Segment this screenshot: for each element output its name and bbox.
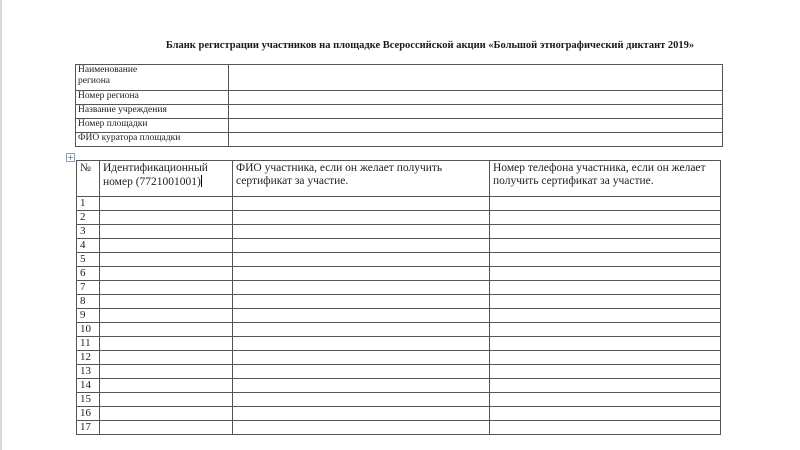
info-label-region-name-line1: Наименование	[78, 65, 138, 75]
table-row	[77, 281, 721, 295]
row-number-cell[interactable]: 6	[77, 267, 100, 281]
row-fio-cell[interactable]	[233, 281, 490, 295]
row-id-cell[interactable]	[100, 309, 233, 323]
info-row-region-number	[76, 91, 723, 105]
row-id-cell[interactable]	[100, 281, 233, 295]
row-phone-cell[interactable]	[490, 281, 721, 295]
row-phone-cell[interactable]	[490, 337, 721, 351]
row-id-cell[interactable]	[100, 253, 233, 267]
header-id-number-text: Идентификационный номер (7721001001)	[103, 162, 208, 188]
row-id-cell[interactable]	[100, 239, 233, 253]
table-row	[77, 337, 721, 351]
row-id-cell[interactable]	[100, 197, 233, 211]
row-phone-cell[interactable]	[490, 239, 721, 253]
document-title: Бланк регистрации участников на площадке Всероссийской акции «Большой этнографический диктант 2019»	[165, 40, 695, 51]
text-cursor	[201, 175, 202, 187]
participants-table	[76, 160, 721, 435]
row-number-cell[interactable]: 10	[77, 323, 100, 337]
row-fio-cell[interactable]	[233, 253, 490, 267]
row-phone-cell[interactable]	[490, 197, 721, 211]
row-fio-cell[interactable]	[233, 351, 490, 365]
info-table	[75, 64, 723, 147]
header-number[interactable]: №	[77, 161, 100, 197]
row-number-cell[interactable]: 2	[77, 211, 100, 225]
table-row	[77, 267, 721, 281]
table-row	[77, 197, 721, 211]
info-label-region-number[interactable]: Номер региона	[76, 91, 229, 105]
table-row	[77, 211, 721, 225]
table-row	[77, 253, 721, 267]
row-fio-cell[interactable]	[233, 225, 490, 239]
participants-body	[77, 197, 721, 435]
row-number-cell[interactable]: 15	[77, 393, 100, 407]
row-fio-cell[interactable]	[233, 197, 490, 211]
row-phone-cell[interactable]	[490, 253, 721, 267]
row-phone-cell[interactable]	[490, 351, 721, 365]
row-number-cell[interactable]: 16	[77, 407, 100, 421]
row-phone-cell[interactable]	[490, 379, 721, 393]
row-number-cell[interactable]: 9	[77, 309, 100, 323]
info-label-region-name-line2: региона	[78, 76, 110, 86]
info-row-site-number	[76, 119, 723, 133]
header-fio[interactable]: ФИО участника, если он желает получить сертификат за участие.	[233, 161, 490, 197]
row-phone-cell[interactable]	[490, 309, 721, 323]
page-edge	[0, 0, 2, 450]
row-number-cell[interactable]: 5	[77, 253, 100, 267]
table-row	[77, 225, 721, 239]
row-phone-cell[interactable]	[490, 365, 721, 379]
row-id-cell[interactable]	[100, 225, 233, 239]
table-row	[77, 421, 721, 435]
row-id-cell[interactable]	[100, 323, 233, 337]
table-row	[77, 309, 721, 323]
info-value-region-number[interactable]	[229, 91, 723, 105]
info-value-curator[interactable]	[229, 133, 723, 147]
info-row-curator	[76, 133, 723, 147]
row-number-cell[interactable]: 11	[77, 337, 100, 351]
row-number-cell[interactable]: 12	[77, 351, 100, 365]
header-id-number[interactable]	[100, 161, 233, 197]
table-row	[77, 323, 721, 337]
info-label-site-number[interactable]: Номер площадки	[76, 119, 229, 133]
row-id-cell[interactable]	[100, 337, 233, 351]
row-phone-cell[interactable]	[490, 211, 721, 225]
table-row	[77, 393, 721, 407]
table-row	[77, 407, 721, 421]
row-fio-cell[interactable]	[233, 365, 490, 379]
row-id-cell[interactable]	[100, 295, 233, 309]
row-fio-cell[interactable]	[233, 295, 490, 309]
header-phone[interactable]: Номер телефона участника, если он желает получить сертификат за участие.	[490, 161, 721, 197]
row-id-cell[interactable]	[100, 211, 233, 225]
row-fio-cell[interactable]	[233, 239, 490, 253]
row-phone-cell[interactable]	[490, 225, 721, 239]
row-id-cell[interactable]	[100, 421, 233, 435]
row-fio-cell[interactable]	[233, 393, 490, 407]
row-phone-cell[interactable]	[490, 267, 721, 281]
row-id-cell[interactable]	[100, 267, 233, 281]
row-phone-cell[interactable]	[490, 393, 721, 407]
info-row-region-name	[76, 65, 723, 91]
table-row	[77, 365, 721, 379]
row-number-cell[interactable]: 8	[77, 295, 100, 309]
row-fio-cell[interactable]	[233, 337, 490, 351]
row-number-cell[interactable]: 13	[77, 365, 100, 379]
row-fio-cell[interactable]	[233, 309, 490, 323]
row-number-cell[interactable]: 7	[77, 281, 100, 295]
info-row-institution	[76, 105, 723, 119]
row-number-cell[interactable]: 4	[77, 239, 100, 253]
row-fio-cell[interactable]	[233, 421, 490, 435]
row-fio-cell[interactable]	[233, 379, 490, 393]
info-value-region-name[interactable]	[229, 65, 723, 91]
row-phone-cell[interactable]	[490, 421, 721, 435]
info-value-site-number[interactable]	[229, 119, 723, 133]
info-value-institution[interactable]	[229, 105, 723, 119]
row-number-cell[interactable]: 3	[77, 225, 100, 239]
row-number-cell[interactable]: 1	[77, 197, 100, 211]
table-row	[77, 239, 721, 253]
row-phone-cell[interactable]	[490, 323, 721, 337]
row-id-cell[interactable]	[100, 365, 233, 379]
info-label-institution[interactable]: Название учреждения	[76, 105, 229, 119]
table-row	[77, 379, 721, 393]
row-number-cell[interactable]: 14	[77, 379, 100, 393]
table-row	[77, 295, 721, 309]
row-id-cell[interactable]	[100, 379, 233, 393]
row-fio-cell[interactable]	[233, 407, 490, 421]
row-number-cell[interactable]: 17	[77, 421, 100, 435]
participants-header-row	[77, 161, 721, 197]
info-label-region-name[interactable]	[76, 65, 229, 91]
info-label-curator[interactable]: ФИО куратора площадки	[76, 133, 229, 147]
row-id-cell[interactable]	[100, 407, 233, 421]
row-fio-cell[interactable]	[233, 323, 490, 337]
row-phone-cell[interactable]	[490, 407, 721, 421]
table-row	[77, 351, 721, 365]
row-phone-cell[interactable]	[490, 295, 721, 309]
row-id-cell[interactable]	[100, 351, 233, 365]
row-fio-cell[interactable]	[233, 267, 490, 281]
row-id-cell[interactable]	[100, 393, 233, 407]
row-fio-cell[interactable]	[233, 211, 490, 225]
table-move-handle-icon[interactable]: +	[67, 153, 74, 162]
